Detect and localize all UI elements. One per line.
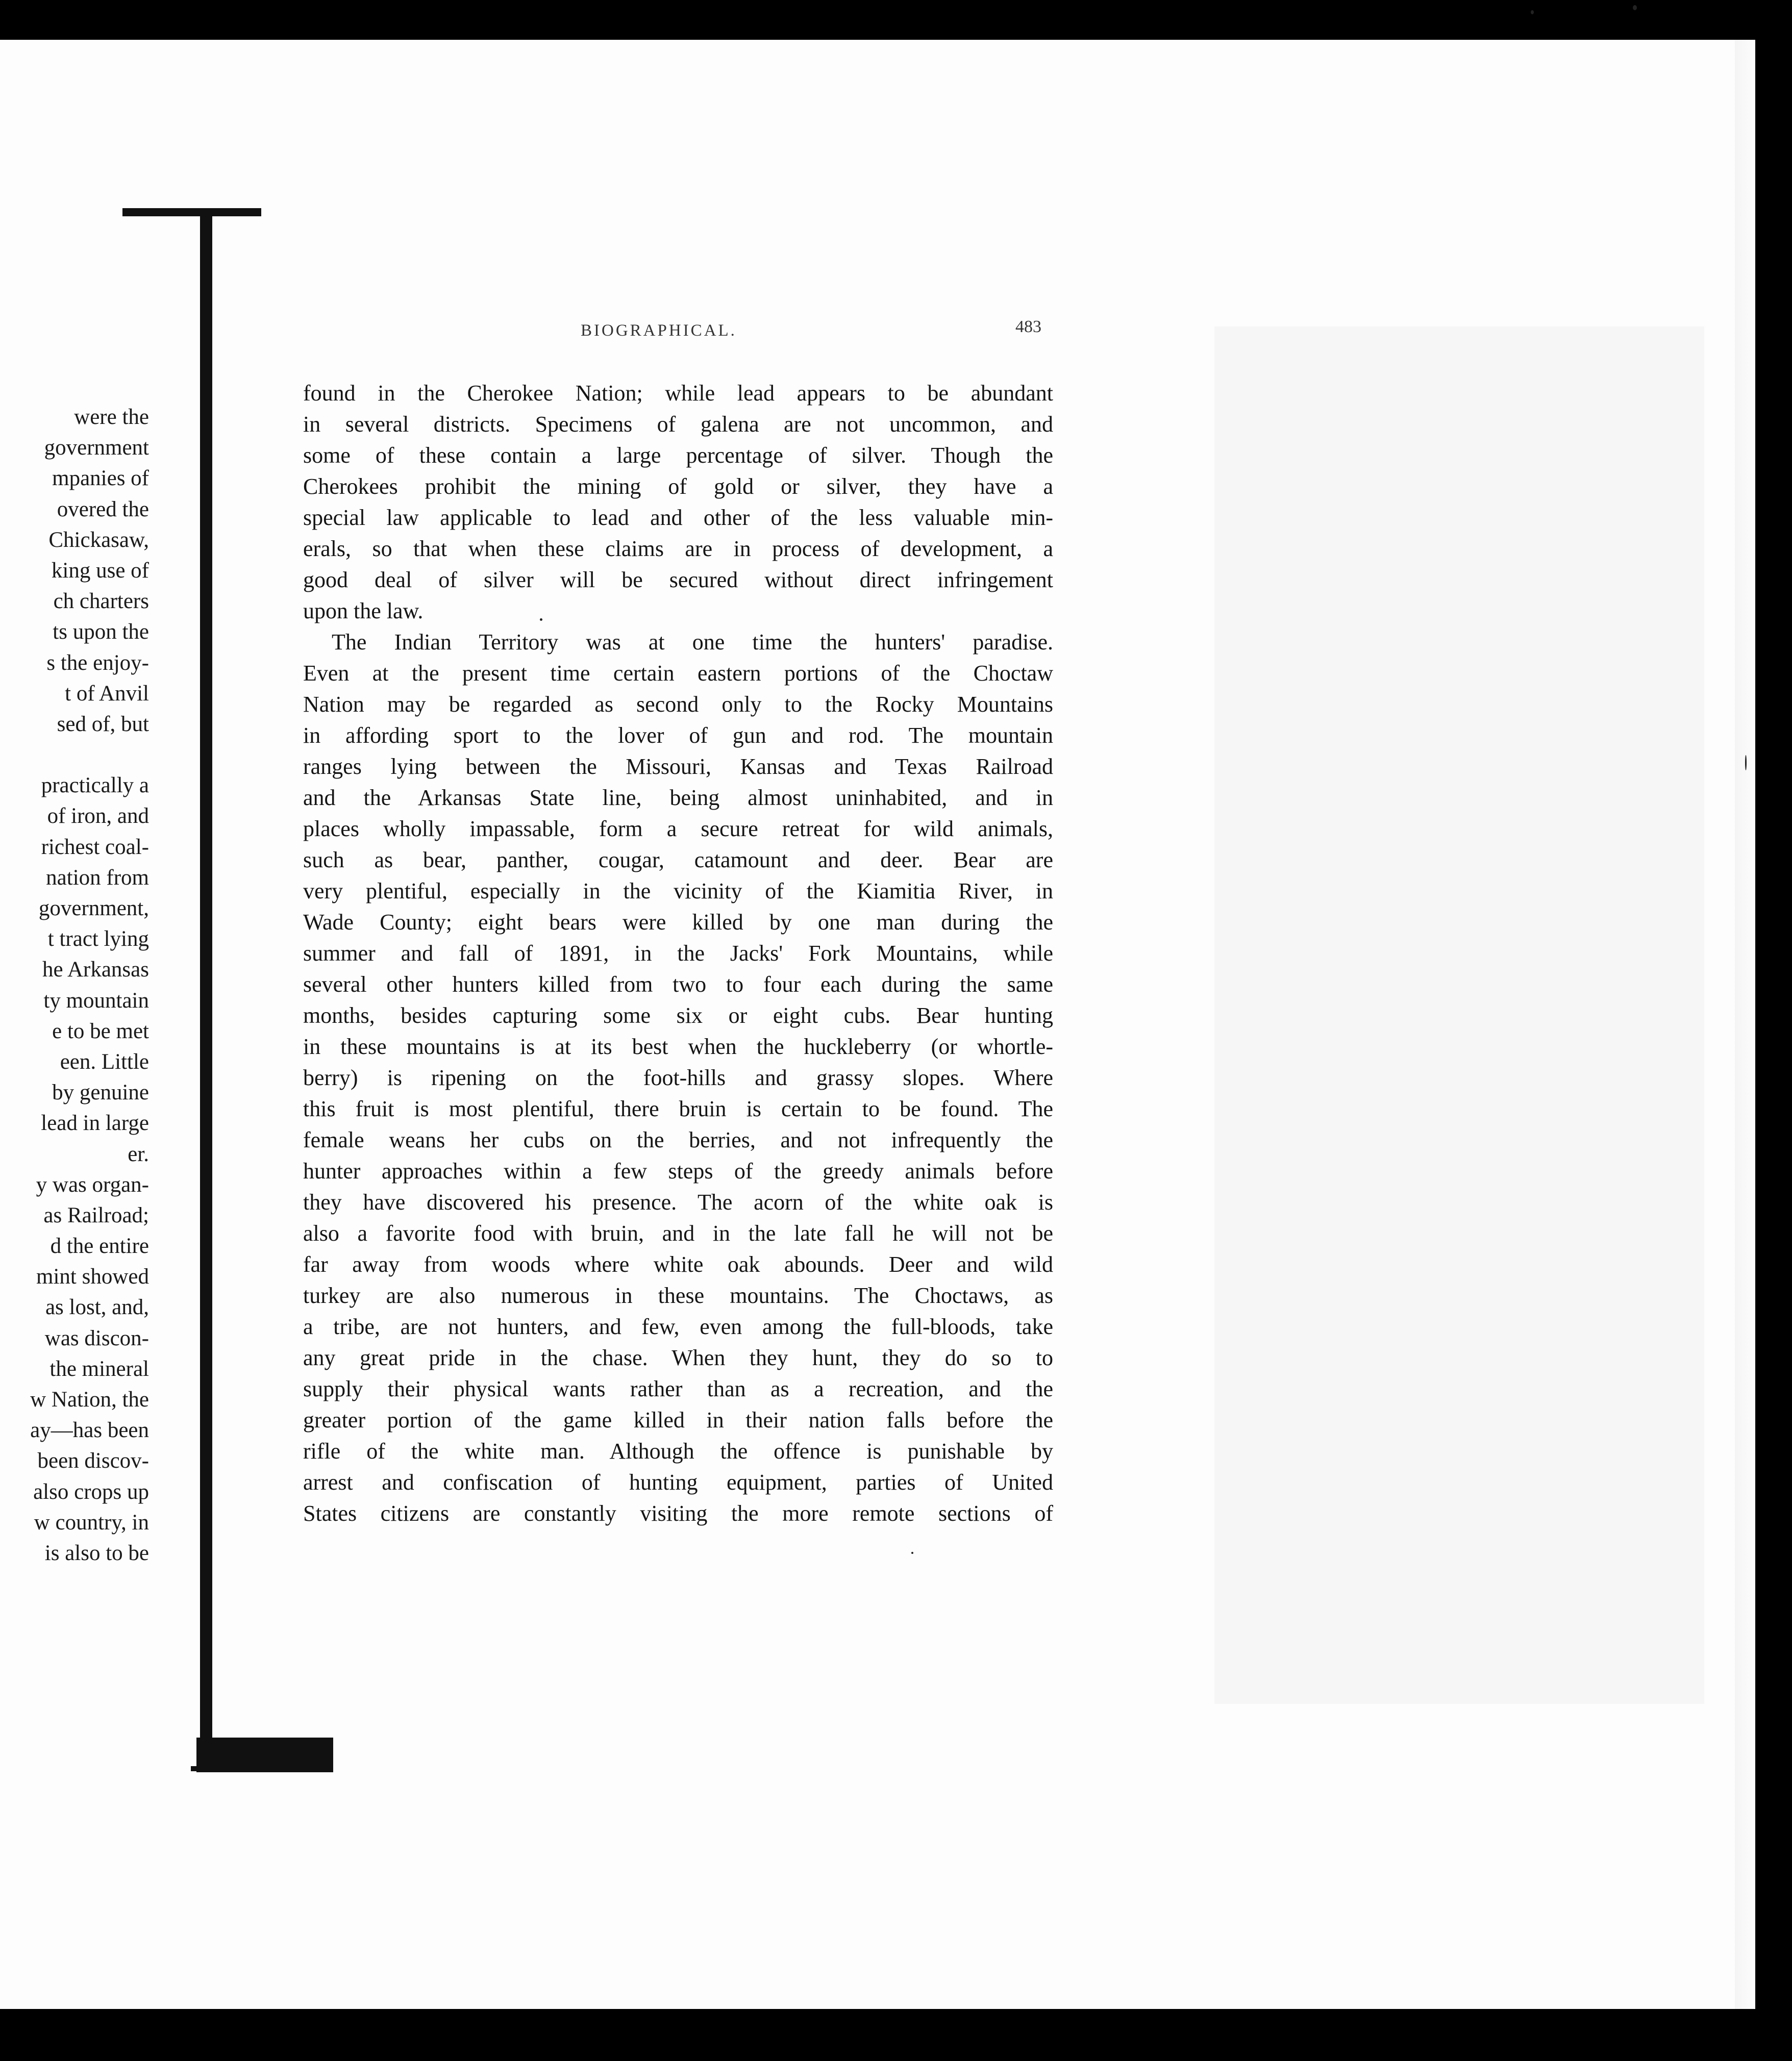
body-line: places wholly impassable, form a secure retreat for wild animals, [303,816,1053,841]
facing-page-line: were the [74,405,149,429]
body-line: in several districts. Specimens of galena are not uncommon, and [303,412,1053,437]
body-line: also a favorite food with bruin, and in the late fall he will not be [303,1221,1053,1246]
scan-speck [1531,10,1534,14]
facing-page-line: t of Anvil [65,681,149,706]
facing-page-line: ty mountain [43,988,149,1013]
facing-page-line: ts upon the [53,620,149,644]
body-line: several other hunters killed from two to four each during the same [303,972,1053,997]
facing-page-line: Chickasaw, [48,527,149,552]
facing-page-line: government [44,436,149,460]
facing-page-line: t tract lying [47,927,149,951]
facing-page-line: of iron, and [47,804,149,828]
facing-page-line: king use of [51,558,149,583]
body-line: upon the law. [303,598,424,623]
facing-page-line: as lost, and, [45,1295,149,1320]
body-line: berry) is ripening on the foot-hills and grassy slopes. Where [303,1065,1053,1090]
body-line: States citizens are constantly visiting the more remote sections of [303,1501,1053,1526]
body-line: very plentiful, especially in the vicinity of the Kiamitia River, in [303,878,1053,903]
facing-page-line: overed the [57,497,149,521]
facing-page-line: been discov- [37,1449,149,1473]
facing-page-line: by genuine [52,1080,149,1105]
scan-speck [1745,755,1747,770]
body-text [303,378,1053,1529]
page-number: 483 [1015,317,1041,336]
facing-page-line: ch charters [53,589,149,614]
body-line: erals, so that when these claims are in process of development, a [303,536,1053,561]
page-shadow [1214,326,1704,1704]
facing-page-line: he Arkansas [42,958,149,982]
body-line: Cherokees prohibit the mining of gold or silver, they have a [303,474,1053,499]
body-line: arrest and confiscation of hunting equipment, parties of United [303,1470,1053,1495]
body-line: they have discovered his presence. The acorn of the white oak is [303,1190,1053,1215]
facing-page-line: government, [38,896,149,920]
body-line: Nation may be regarded as second only to the Rocky Mountains [303,692,1053,717]
body-line: female weans her cubs on the berries, and not infrequently the [303,1127,1053,1152]
body-line: summer and fall of 1891, in the Jacks' Fork Mountains, while [303,941,1053,966]
body-line: rifle of the white man. Although the offence is punishable by [303,1439,1053,1464]
page-edge [1735,40,1755,2009]
facing-page-line: was discon- [44,1326,149,1350]
body-line: greater portion of the game killed in their nation falls before the [303,1407,1053,1432]
body-line: far away from woods where white oak abounds. Deer and wild [303,1252,1053,1277]
facing-page-line: nation from [46,865,149,890]
body-line: some of these contain a large percentage of silver. Though the [303,443,1053,468]
facing-page-column [0,402,149,1569]
body-line: in affording sport to the lover of gun and rod. The mountain [303,723,1053,748]
body-line: special law applicable to lead and other of the less valuable min- [303,505,1053,530]
scan-speck [1633,5,1637,10]
facing-page-line: w country, in [34,1510,149,1535]
facing-page-line: een. Little [60,1049,149,1074]
facing-page-line: also crops up [33,1479,149,1504]
body-line: supply their physical wants rather than as a recreation, and the [303,1376,1053,1401]
facing-page-line: richest coal- [41,835,149,859]
facing-page-line: lead in large [41,1111,149,1136]
running-head: BIOGRAPHICAL. [581,321,737,340]
gutter-bar-stem [200,214,212,1740]
facing-page-line: d the entire [50,1234,149,1259]
body-line: hunter approaches within a few steps of the greedy animals before [303,1159,1053,1184]
body-line: such as bear, panther, cougar, catamount and deer. Bear are [303,847,1053,872]
body-line: and the Arkansas State line, being almost uninhabited, and in [303,785,1053,810]
body-line: ranges lying between the Missouri, Kansas and Texas Railroad [303,754,1053,779]
facing-page-line: y was organ- [36,1172,149,1197]
facing-page-line: s the enjoy- [46,650,149,675]
facing-page-line: ay—has been [30,1418,149,1443]
gutter-bar-top [122,208,261,216]
facing-page-line: e to be met [52,1019,149,1043]
body-line: in these mountains is at its best when the huckleberry (or whortle- [303,1034,1053,1059]
facing-page-line: mpanies of [52,466,149,491]
facing-page-line: the mineral [49,1356,149,1381]
body-line: months, besides capturing some six or eight cubs. Bear hunting [303,1003,1053,1028]
body-line: Wade County; eight bears were killed by one man during the [303,910,1053,935]
body-line: any great pride in the chase. When they hunt, they do so to [303,1345,1053,1370]
facing-page-line: is also to be [44,1541,149,1565]
scan-speck [540,618,542,621]
body-line: turkey are also numerous in these mountains. The Choctaws, as [303,1283,1053,1308]
facing-page-line: er. [128,1142,149,1166]
body-line: a tribe, are not hunters, and few, even among the full-bloods, take [303,1314,1053,1339]
facing-page-line: w Nation, the [30,1388,149,1412]
facing-page-line [0,740,149,770]
body-line: The Indian Territory was at one time the hunters' paradise. [332,630,1053,655]
facing-page-line: sed of, but [57,712,149,736]
body-line: this fruit is most plentiful, there bruin is certain to be found. The [303,1096,1053,1121]
body-line: good deal of silver will be secured without direct infringement [303,567,1053,592]
scan-speck [911,1552,913,1554]
facing-page-line: practically a [41,773,149,798]
facing-page-line: mint showed [36,1265,149,1289]
facing-page-line: as Railroad; [43,1203,149,1227]
gutter-bar-foot [191,1766,247,1771]
body-line: Even at the present time certain eastern portions of the Choctaw [303,661,1053,686]
body-line: found in the Cherokee Nation; while lead appears to be abundant [303,381,1053,406]
